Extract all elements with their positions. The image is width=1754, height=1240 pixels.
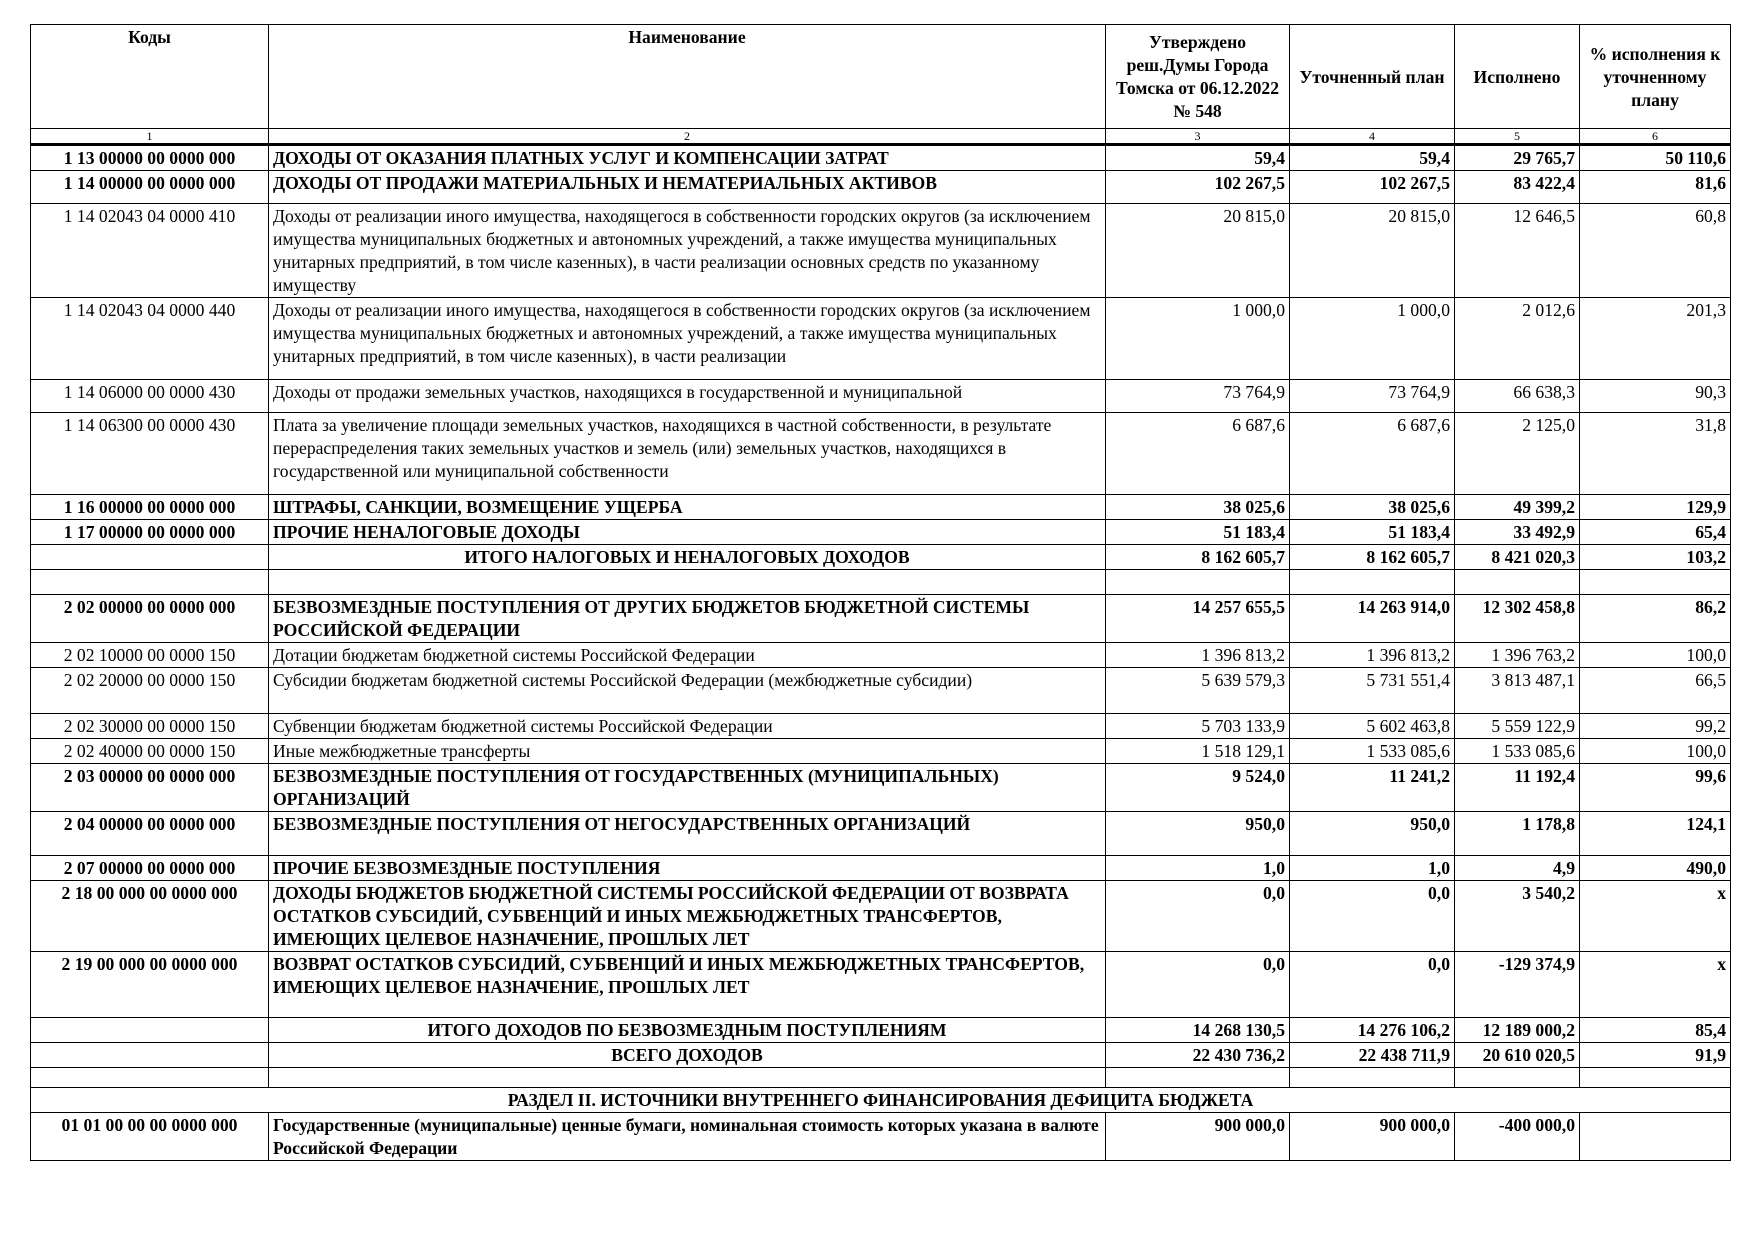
row-name: Дотации бюджетам бюджетной системы Российской Федерации (269, 643, 1106, 668)
row-refined-plan (1290, 1068, 1455, 1088)
table-row (31, 952, 1731, 1018)
row-percent: 201,3 (1580, 298, 1731, 380)
table-row (31, 812, 1731, 856)
row-executed: 33 492,9 (1455, 520, 1580, 545)
row-approved: 8 162 605,7 (1106, 545, 1290, 570)
row-approved: 6 687,6 (1106, 413, 1290, 495)
row-code: 1 16 00000 00 0000 000 (31, 495, 269, 520)
row-percent (1580, 1068, 1731, 1088)
row-executed: 1 533 085,6 (1455, 739, 1580, 764)
row-refined-plan: 14 276 106,2 (1290, 1018, 1455, 1043)
row-refined-plan: 5 602 463,8 (1290, 714, 1455, 739)
row-executed: 12 646,5 (1455, 204, 1580, 298)
row-name (269, 1068, 1106, 1088)
row-name: ДОХОДЫ БЮДЖЕТОВ БЮДЖЕТНОЙ СИСТЕМЫ РОССИЙСКОЙ ФЕДЕРАЦИИ ОТ ВОЗВРАТА ОСТАТКОВ СУБСИДИЙ, СУБВЕНЦИЙ И ИНЫХ МЕЖБЮДЖЕТНЫХ ТРАНСФЕРТОВ, ИМЕЮЩИХ ЦЕЛЕВОЕ НАЗНАЧЕНИЕ, ПРОШЛЫХ ЛЕТ (269, 881, 1106, 952)
row-executed: 2 012,6 (1455, 298, 1580, 380)
table-row (31, 643, 1731, 668)
table-header-row (31, 25, 1731, 129)
row-executed: 66 638,3 (1455, 380, 1580, 413)
table-row (31, 764, 1731, 812)
row-executed: 2 125,0 (1455, 413, 1580, 495)
row-percent: 490,0 (1580, 856, 1731, 881)
row-executed (1455, 570, 1580, 595)
row-refined-plan: 950,0 (1290, 812, 1455, 856)
section-heading-row (31, 1088, 1731, 1113)
row-percent (1580, 570, 1731, 595)
row-code: 2 19 00 000 00 0000 000 (31, 952, 269, 1018)
row-executed: 12 189 000,2 (1455, 1018, 1580, 1043)
header-approved: Утверждено реш.Думы Города Томска от 06.12.2022 № 548 (1106, 25, 1290, 129)
table-row (31, 739, 1731, 764)
table-row (31, 204, 1731, 298)
row-refined-plan: 14 263 914,0 (1290, 595, 1455, 643)
table-row-total (31, 545, 1731, 570)
row-executed: 3 540,2 (1455, 881, 1580, 952)
row-code (31, 1018, 269, 1043)
row-executed: 8 421 020,3 (1455, 545, 1580, 570)
row-code: 2 02 40000 00 0000 150 (31, 739, 269, 764)
budget-report-sheet (30, 24, 1730, 1161)
row-name: ВОЗВРАТ ОСТАТКОВ СУБСИДИЙ, СУБВЕНЦИЙ И ИНЫХ МЕЖБЮДЖЕТНЫХ ТРАНСФЕРТОВ, ИМЕЮЩИХ ЦЕЛЕВОЕ НАЗНАЧЕНИЕ, ПРОШЛЫХ ЛЕТ (269, 952, 1106, 1018)
row-code: 2 04 00000 00 0000 000 (31, 812, 269, 856)
row-executed: 1 178,8 (1455, 812, 1580, 856)
row-refined-plan: 0,0 (1290, 952, 1455, 1018)
row-approved: 0,0 (1106, 952, 1290, 1018)
table-row (31, 668, 1731, 714)
row-refined-plan: 1,0 (1290, 856, 1455, 881)
row-executed: 1 396 763,2 (1455, 643, 1580, 668)
row-name: ДОХОДЫ ОТ ОКАЗАНИЯ ПЛАТНЫХ УСЛУГ И КОМПЕНСАЦИИ ЗАТРАТ (269, 145, 1106, 171)
header-executed: Исполнено (1455, 25, 1580, 129)
column-number-row (31, 129, 1731, 145)
row-code (31, 545, 269, 570)
table-row (31, 881, 1731, 952)
row-approved: 22 430 736,2 (1106, 1043, 1290, 1068)
row-percent: x (1580, 881, 1731, 952)
row-code: 1 14 00000 00 0000 000 (31, 171, 269, 204)
row-code: 2 02 20000 00 0000 150 (31, 668, 269, 714)
row-percent: 99,2 (1580, 714, 1731, 739)
header-refined-plan: Уточненный план (1290, 25, 1455, 129)
row-approved: 73 764,9 (1106, 380, 1290, 413)
row-approved: 1 518 129,1 (1106, 739, 1290, 764)
row-approved (1106, 1068, 1290, 1088)
row-executed: 5 559 122,9 (1455, 714, 1580, 739)
row-approved: 14 257 655,5 (1106, 595, 1290, 643)
row-approved: 0,0 (1106, 881, 1290, 952)
row-name: ДОХОДЫ ОТ ПРОДАЖИ МАТЕРИАЛЬНЫХ И НЕМАТЕРИАЛЬНЫХ АКТИВОВ (269, 171, 1106, 204)
row-code: 1 14 02043 04 0000 440 (31, 298, 269, 380)
row-refined-plan: 1 533 085,6 (1290, 739, 1455, 764)
section-heading: РАЗДЕЛ II. ИСТОЧНИКИ ВНУТРЕННЕГО ФИНАНСИРОВАНИЯ ДЕФИЦИТА БЮДЖЕТА (31, 1088, 1731, 1113)
table-row (31, 298, 1731, 380)
row-refined-plan: 900 000,0 (1290, 1113, 1455, 1161)
table-row (31, 380, 1731, 413)
row-name: Плата за увеличение площади земельных участков, находящихся в частной собственности, в результате перераспределения таких земельных участков и земель (или) земельных участков, находящихся в государственной или муниципальной собственности (269, 413, 1106, 495)
row-code: 2 03 00000 00 0000 000 (31, 764, 269, 812)
row-executed: -400 000,0 (1455, 1113, 1580, 1161)
row-approved: 5 703 133,9 (1106, 714, 1290, 739)
row-refined-plan: 8 162 605,7 (1290, 545, 1455, 570)
row-approved: 5 639 579,3 (1106, 668, 1290, 714)
row-approved: 9 524,0 (1106, 764, 1290, 812)
row-percent: 81,6 (1580, 171, 1731, 204)
row-code: 2 02 10000 00 0000 150 (31, 643, 269, 668)
row-percent: 50 110,6 (1580, 145, 1731, 171)
row-percent: 124,1 (1580, 812, 1731, 856)
row-name: Доходы от реализации иного имущества, находящегося в собственности городских округов (за исключением имущества муниципальных бюджетных и автономных учреждений, а также имущества муниципальных унитарных предприятий, в том числе казенных), в части реализации (269, 298, 1106, 380)
budget-table (30, 24, 1731, 1161)
row-executed: 4,9 (1455, 856, 1580, 881)
row-refined-plan: 0,0 (1290, 881, 1455, 952)
row-name: Субсидии бюджетам бюджетной системы Российской Федерации (межбюджетные субсидии) (269, 668, 1106, 714)
row-name: ИТОГО ДОХОДОВ ПО БЕЗВОЗМЕЗДНЫМ ПОСТУПЛЕНИЯМ (269, 1018, 1106, 1043)
row-refined-plan: 38 025,6 (1290, 495, 1455, 520)
header-codes: Коды (31, 25, 269, 129)
row-name: ПРОЧИЕ НЕНАЛОГОВЫЕ ДОХОДЫ (269, 520, 1106, 545)
row-approved: 59,4 (1106, 145, 1290, 171)
row-percent: 85,4 (1580, 1018, 1731, 1043)
row-refined-plan (1290, 570, 1455, 595)
row-executed: 29 765,7 (1455, 145, 1580, 171)
column-number: 3 (1106, 129, 1290, 145)
table-row (31, 856, 1731, 881)
row-refined-plan: 20 815,0 (1290, 204, 1455, 298)
row-code: 2 18 00 000 00 0000 000 (31, 881, 269, 952)
table-row (31, 413, 1731, 495)
row-refined-plan: 1 396 813,2 (1290, 643, 1455, 668)
row-name: Субвенции бюджетам бюджетной системы Российской Федерации (269, 714, 1106, 739)
row-code: 2 07 00000 00 0000 000 (31, 856, 269, 881)
row-percent (1580, 1113, 1731, 1161)
row-executed (1455, 1068, 1580, 1088)
column-number: 4 (1290, 129, 1455, 145)
row-code (31, 1043, 269, 1068)
column-number: 1 (31, 129, 269, 145)
row-percent: x (1580, 952, 1731, 1018)
header-percent: % исполнения к уточненному плану (1580, 25, 1731, 129)
table-row (31, 1113, 1731, 1161)
row-approved: 1 000,0 (1106, 298, 1290, 380)
column-number: 2 (269, 129, 1106, 145)
row-name: ВСЕГО ДОХОДОВ (269, 1043, 1106, 1068)
table-row (31, 714, 1731, 739)
row-approved: 51 183,4 (1106, 520, 1290, 545)
row-name: БЕЗВОЗМЕЗДНЫЕ ПОСТУПЛЕНИЯ ОТ ДРУГИХ БЮДЖЕТОВ БЮДЖЕТНОЙ СИСТЕМЫ РОССИЙСКОЙ ФЕДЕРАЦИИ (269, 595, 1106, 643)
row-executed: -129 374,9 (1455, 952, 1580, 1018)
row-percent: 100,0 (1580, 643, 1731, 668)
row-percent: 90,3 (1580, 380, 1731, 413)
row-percent: 65,4 (1580, 520, 1731, 545)
column-number: 5 (1455, 129, 1580, 145)
table-row-grand-total (31, 1043, 1731, 1068)
row-name: ПРОЧИЕ БЕЗВОЗМЕЗДНЫЕ ПОСТУПЛЕНИЯ (269, 856, 1106, 881)
row-approved: 1 396 813,2 (1106, 643, 1290, 668)
table-row (31, 520, 1731, 545)
row-executed: 20 610 020,5 (1455, 1043, 1580, 1068)
row-name (269, 570, 1106, 595)
row-executed: 3 813 487,1 (1455, 668, 1580, 714)
row-percent: 66,5 (1580, 668, 1731, 714)
row-percent: 103,2 (1580, 545, 1731, 570)
row-code: 2 02 00000 00 0000 000 (31, 595, 269, 643)
row-code: 1 14 06300 00 0000 430 (31, 413, 269, 495)
row-executed: 12 302 458,8 (1455, 595, 1580, 643)
column-number: 6 (1580, 129, 1731, 145)
row-name: Доходы от продажи земельных участков, находящихся в государственной и муниципальной (269, 380, 1106, 413)
row-refined-plan: 22 438 711,9 (1290, 1043, 1455, 1068)
row-refined-plan: 6 687,6 (1290, 413, 1455, 495)
row-name: ИТОГО НАЛОГОВЫХ И НЕНАЛОГОВЫХ ДОХОДОВ (269, 545, 1106, 570)
row-refined-plan: 59,4 (1290, 145, 1455, 171)
row-name: ШТРАФЫ, САНКЦИИ, ВОЗМЕЩЕНИЕ УЩЕРБА (269, 495, 1106, 520)
table-row (31, 171, 1731, 204)
row-percent: 100,0 (1580, 739, 1731, 764)
table-row-empty (31, 570, 1731, 595)
row-code (31, 1068, 269, 1088)
row-refined-plan: 102 267,5 (1290, 171, 1455, 204)
row-code: 01 01 00 00 00 0000 000 (31, 1113, 269, 1161)
table-row (31, 495, 1731, 520)
row-code: 1 13 00000 00 0000 000 (31, 145, 269, 171)
table-row-total (31, 1018, 1731, 1043)
row-executed: 49 399,2 (1455, 495, 1580, 520)
row-name: Государственные (муниципальные) ценные бумаги, номинальная стоимость которых указана в валюте Российской Федерации (269, 1113, 1106, 1161)
row-approved (1106, 570, 1290, 595)
row-approved: 102 267,5 (1106, 171, 1290, 204)
row-approved: 1,0 (1106, 856, 1290, 881)
row-percent: 31,8 (1580, 413, 1731, 495)
row-name: Доходы от реализации иного имущества, находящегося в собственности городских округов (за исключением имущества муниципальных бюджетных и автономных учреждений, а также имущества муниципальных унитарных предприятий, в том числе казенных), в части реализации основных средств по указанному имуществу (269, 204, 1106, 298)
row-percent: 99,6 (1580, 764, 1731, 812)
table-row-empty (31, 1068, 1731, 1088)
row-approved: 38 025,6 (1106, 495, 1290, 520)
row-code: 1 14 06000 00 0000 430 (31, 380, 269, 413)
row-name: БЕЗВОЗМЕЗДНЫЕ ПОСТУПЛЕНИЯ ОТ ГОСУДАРСТВЕННЫХ (МУНИЦИПАЛЬНЫХ) ОРГАНИЗАЦИЙ (269, 764, 1106, 812)
row-percent: 91,9 (1580, 1043, 1731, 1068)
row-code: 2 02 30000 00 0000 150 (31, 714, 269, 739)
row-approved: 14 268 130,5 (1106, 1018, 1290, 1043)
row-percent: 86,2 (1580, 595, 1731, 643)
row-percent: 60,8 (1580, 204, 1731, 298)
row-refined-plan: 73 764,9 (1290, 380, 1455, 413)
row-approved: 900 000,0 (1106, 1113, 1290, 1161)
table-row (31, 145, 1731, 171)
row-refined-plan: 5 731 551,4 (1290, 668, 1455, 714)
row-code: 1 17 00000 00 0000 000 (31, 520, 269, 545)
row-name: Иные межбюджетные трансферты (269, 739, 1106, 764)
row-code: 1 14 02043 04 0000 410 (31, 204, 269, 298)
header-name: Наименование (269, 25, 1106, 129)
row-executed: 11 192,4 (1455, 764, 1580, 812)
row-code (31, 570, 269, 595)
row-refined-plan: 51 183,4 (1290, 520, 1455, 545)
row-executed: 83 422,4 (1455, 171, 1580, 204)
row-approved: 950,0 (1106, 812, 1290, 856)
table-row (31, 595, 1731, 643)
row-approved: 20 815,0 (1106, 204, 1290, 298)
row-refined-plan: 1 000,0 (1290, 298, 1455, 380)
row-refined-plan: 11 241,2 (1290, 764, 1455, 812)
row-name: БЕЗВОЗМЕЗДНЫЕ ПОСТУПЛЕНИЯ ОТ НЕГОСУДАРСТВЕННЫХ ОРГАНИЗАЦИЙ (269, 812, 1106, 856)
row-percent: 129,9 (1580, 495, 1731, 520)
